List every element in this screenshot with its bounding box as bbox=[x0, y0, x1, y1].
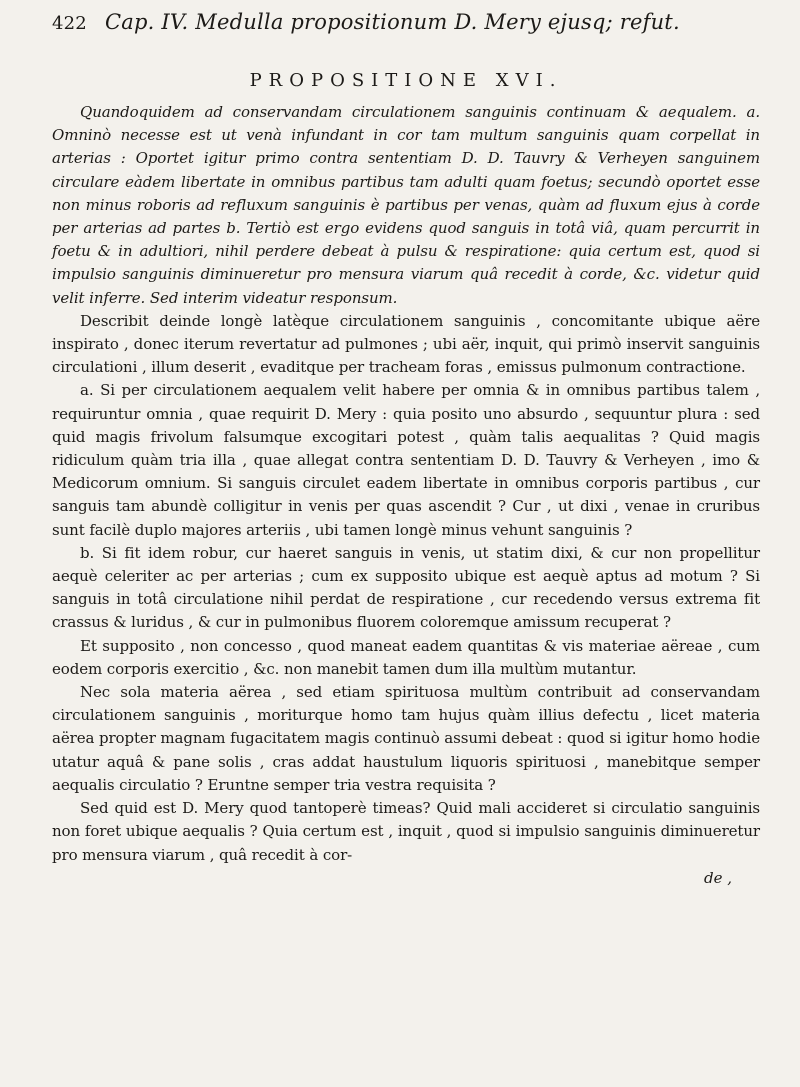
running-title: Cap. IV. Medulla propositionum D. Mery ejusq; refut. bbox=[104, 10, 680, 34]
catchword: de , bbox=[703, 868, 732, 887]
body-text bbox=[52, 101, 760, 867]
paragraph-materia-aerea: Nec sola materia aërea , sed etiam spirituosa multùm contribuit ad conservandam circulationem sanguinis , moriturque homo tam hujus quàm illius defectu , licet materia aërea propter magnam fugacitatem magis continuò assumi debeat : quod si igitur homo hodie utatur aquâ & pane solis , cras addat haustulum liquoris spirituosi , manebitque semper aequalis circulatio ? Eruntne semper tria vestra requisita ? bbox=[52, 683, 760, 794]
paragraph-note-a: a. Si per circulationem aequalem velit habere per omnia & in omnibus partibus talem , requiruntur omnia , quae requirit D. Mery : quia posito uno absurdo , sequuntur plura : sed quid magis frivolum falsumque excogitari potest , quàm talis aequalitas ? Quid magis ridiculum quàm tria illa , quae allegat contra sententiam D. D. Tauvry & Verheyen , imo & Medicorum omnium. Si sanguis circulet eadem libertate in omnibus corporis partibus , cur sanguis tam abundè colligitur in venis per quas ascendit ? Cur , ut dixi , venae in cruribus sunt facilè duplo majores arteriis , ubi tamen longè minus vehunt sanguinis ? bbox=[52, 381, 760, 539]
paragraph-quid-timeas: Sed quid est D. Mery quod tantoperè timeas? Quid mali accideret si circulatio sanguinis non foret ubique aequalis ? Quia certum est , inquit , quod si impulsio sanguinis diminueretur pro mensura viarum , quâ recedit à cor- bbox=[52, 799, 760, 864]
section-heading: PROPOSITIONE XVI. bbox=[249, 70, 563, 91]
paragraph-proposition: Quandoquidem ad conservandam circulationem sanguinis continuam & aequalem. a. Omninò necesse est ut venà infundant in cor tam multum sanguinis quam corpellat in arterias : Oportet igitur primo contra sententiam D. D. Tauvry & Verheyen sanguinem circulare eàdem libertate in omnibus partibus tam adulti quam foetus; secundò oportet esse non minus roboris ad refluxum sanguinis è partibus per venas, quàm ad fluxum ejus à corde per arterias ad partes b. Tertiò est ergo evidens quod sanguis in totâ viâ, quam percurrit in foetu & in adultiori, nihil perdere debeat à pulsu & respiratione: quia certum est, quod si impulsio sanguinis diminueretur pro mensura viarum quâ recedit à corde, &c. videtur quid velit inferre. Sed interim videatur responsum. bbox=[52, 103, 760, 307]
paragraph-supposito: Et supposito , non concesso , quod maneat eadem quantitas & vis materiae aëreae , cum eodem corporis exercitio , &c. non manebit tamen dum illa multùm mutantur. bbox=[52, 636, 760, 678]
paragraph-describit: Describit deinde longè latèque circulationem sanguinis , concomitante ubique aëre inspirato , donec iterum revertatur ad pulmones ; ubi aër, inquit, qui primò inservit sanguinis circulationi , illum deserit , evaditque per tracheam foras , emissus pulmonum contractione. bbox=[52, 311, 760, 377]
page-number: 422 bbox=[52, 13, 87, 34]
running-head bbox=[52, 10, 760, 52]
paragraph-note-b: b. Si fit idem robur, cur haeret sanguis in venis, ut statim dixi, & cur non propellitur aequè celeriter ac per arterias ; cum ex supposito ubique est aequè aptus ad motum ? Si sanguis in totâ circulatione nihil perdat de respiratione , cur recedendo versus extrema fit crassus & luridus , & cur in pulmonibus fluorem coloremque amissum recuperat ? bbox=[52, 543, 760, 632]
